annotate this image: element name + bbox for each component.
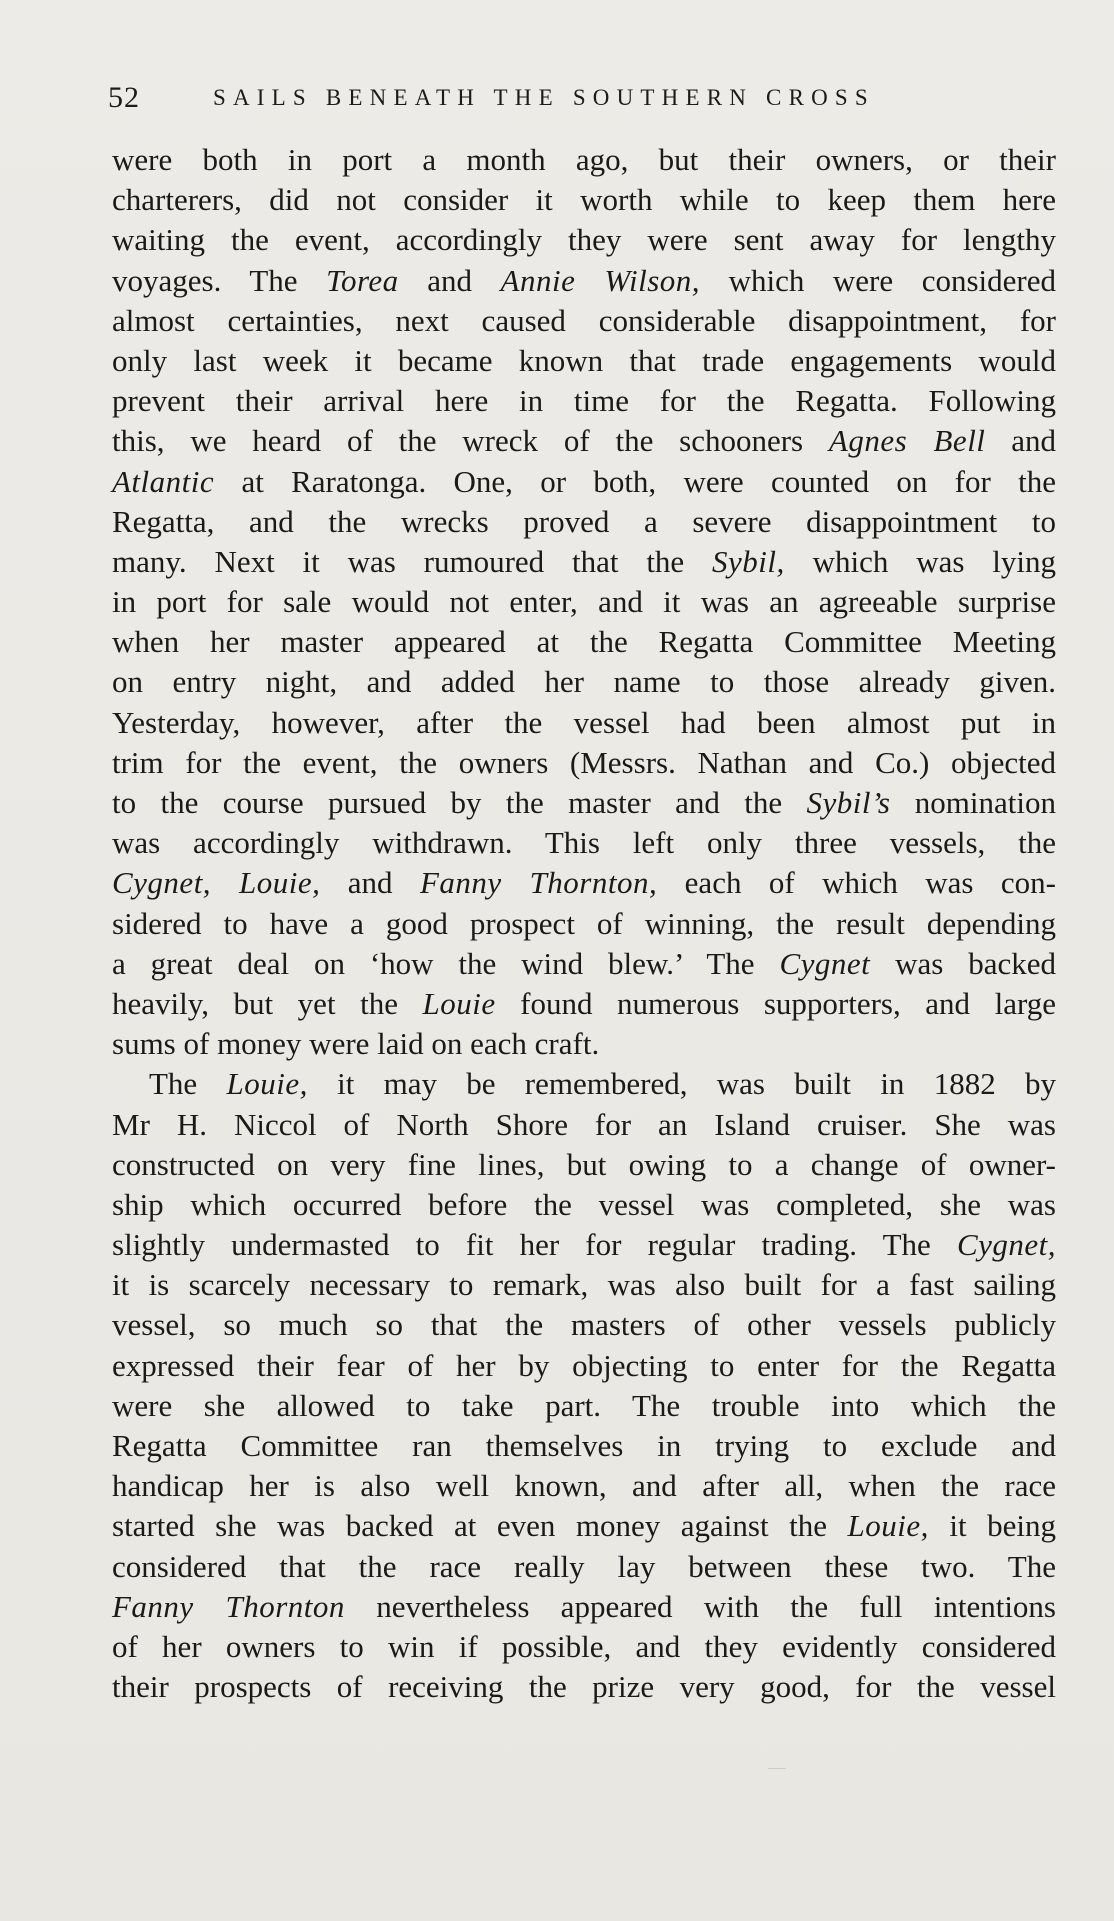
- italic-text: Cygnet,: [956, 1227, 1056, 1263]
- text-line: [112, 1225, 1056, 1265]
- italic-text: Louie: [422, 985, 496, 1021]
- text-line: [112, 582, 1056, 622]
- italic-text: Sybil’s: [806, 785, 891, 820]
- text-line: [112, 703, 1056, 743]
- text-segment: heavily, but yet the: [112, 985, 423, 1021]
- text-segment: Regatta Committee ran themselves in trying to exclude and: [112, 1428, 1056, 1463]
- text-segment: vessel, so much so that the masters of other vessels publicly: [112, 1307, 1056, 1343]
- text-segment: and: [320, 865, 420, 901]
- text-segment: which was lying: [784, 543, 1056, 579]
- text-segment: constructed on very fine lines, but owing to a change of owner-: [112, 1146, 1056, 1182]
- text-segment: on entry night, and added her name to those already given.: [112, 664, 1056, 700]
- text-line: [112, 1105, 1056, 1145]
- text-segment: this, we heard of the wreck of the schooners: [112, 423, 829, 459]
- text-line: [112, 1426, 1056, 1466]
- text-line: [112, 381, 1056, 421]
- text-segment: started she was backed at even money against the: [112, 1508, 848, 1544]
- text-segment: was backed: [870, 945, 1056, 981]
- text-segment: sums of money were laid on each craft.: [112, 1026, 600, 1062]
- text-line: [112, 1185, 1056, 1225]
- text-segment: charterers, did not consider it worth while to keep them here: [112, 182, 1056, 218]
- text-line: [112, 1506, 1056, 1546]
- text-line: [112, 783, 1056, 823]
- text-line: [112, 140, 1056, 180]
- italic-text: Fanny Thornton,: [419, 865, 658, 901]
- italic-text: Torea: [326, 262, 399, 298]
- text-line: [112, 1145, 1056, 1185]
- text-line: [112, 1346, 1056, 1386]
- text-line: [112, 1627, 1056, 1667]
- text-line: [112, 180, 1056, 220]
- text-segment: it is scarcely necessary to remark, was also built for a fast sailing: [112, 1267, 1056, 1303]
- text-segment: Yesterday, however, after the vessel had been almost put in: [112, 704, 1056, 740]
- text-segment: Mr H. Niccol of North Shore for an Island cruiser. She was: [112, 1106, 1056, 1142]
- text-segment: only last week it became known that trade engagements would: [112, 342, 1056, 378]
- text-segment: slightly undermasted to fit her for regular trading. The: [112, 1227, 957, 1263]
- italic-text: Louie,: [226, 1066, 308, 1102]
- text-line: [112, 1587, 1056, 1627]
- text-line: [112, 1466, 1056, 1506]
- text-segment: a great deal on ‘how the wind blew.’ The: [112, 945, 780, 981]
- text-line: [112, 984, 1056, 1024]
- text-segment: considered that the race really lay between these two. The: [112, 1548, 1056, 1584]
- text-segment: it being: [928, 1508, 1056, 1544]
- text-segment: it may be remembered, was built in 1882 by: [307, 1066, 1056, 1102]
- text-line: [112, 863, 1056, 903]
- text-segment: in port for sale would not enter, and it was an agreeable surprise: [112, 584, 1056, 620]
- text-line: [112, 1547, 1056, 1587]
- text-line: [112, 301, 1056, 341]
- text-line: [112, 904, 1056, 944]
- text-segment: trim for the event, the owners (Messrs. Nathan and Co.) objected: [112, 744, 1056, 780]
- text-segment: were she allowed to take part. The trouble into which the: [112, 1387, 1056, 1423]
- text-line: [112, 1265, 1056, 1305]
- text-segment: ship which occurred before the vessel was completed, she was: [112, 1186, 1056, 1222]
- text-line: [112, 261, 1056, 301]
- italic-text: Atlantic: [112, 463, 215, 499]
- text-line: [112, 421, 1056, 461]
- text-segment: almost certainties, next caused considerable disappointment, for: [112, 302, 1056, 338]
- text-segment: expressed their fear of her by objecting to enter for the Regatta: [112, 1347, 1056, 1383]
- page-mark: [768, 1768, 786, 1769]
- italic-text: Agnes Bell: [828, 423, 986, 459]
- italic-text: Cygnet: [779, 945, 871, 981]
- text-segment: found numerous supporters, and large: [495, 985, 1056, 1021]
- text-segment: prevent their arrival here in time for the Regatta. Following: [112, 383, 1056, 419]
- text-segment: many. Next it was rumoured that the: [112, 543, 713, 579]
- text-segment: was accordingly withdrawn. This left only three vessels, the: [112, 825, 1056, 861]
- text-line: [112, 662, 1056, 702]
- text-line: [112, 542, 1056, 582]
- text-line: [112, 622, 1056, 662]
- text-segment: each of which was con-: [657, 865, 1057, 901]
- running-head: SAILS BENEATH THE SOUTHERN CROSS: [213, 85, 875, 110]
- text-line: [112, 944, 1056, 984]
- text-segment: at Raratonga. One, or both, were counted on for the: [214, 463, 1056, 499]
- text-line: [112, 1024, 1056, 1064]
- text-segment: were both in port a month ago, but their owners, or their: [112, 142, 1056, 177]
- italic-text: Sybil,: [712, 543, 785, 579]
- text-segment: The: [149, 1066, 227, 1102]
- text-segment: to the course pursued by the master and the: [112, 785, 807, 820]
- text-segment: waiting the event, accordingly they were sent away for lengthy: [112, 222, 1056, 258]
- text-segment: which were considered: [700, 262, 1056, 298]
- italic-text: Fanny Thornton: [112, 1588, 345, 1624]
- body-text: [112, 140, 1056, 1707]
- text-segment: nevertheless appeared with the full intentions: [344, 1588, 1056, 1624]
- text-segment: handicap her is also well known, and after all, when the race: [112, 1468, 1056, 1504]
- italic-text: Cygnet, Louie,: [112, 865, 321, 901]
- text-line: [112, 823, 1056, 863]
- text-segment: when her master appeared at the Regatta Committee Meeting: [112, 624, 1056, 660]
- text-segment: and: [985, 423, 1056, 459]
- text-line: [112, 1386, 1056, 1426]
- text-segment: their prospects of receiving the prize very good, for the vessel: [112, 1669, 1056, 1705]
- text-line: [112, 502, 1056, 542]
- text-line: [112, 1305, 1056, 1345]
- text-line: [112, 1064, 1056, 1104]
- page-number: 52: [108, 81, 140, 114]
- text-segment: nomination: [890, 785, 1057, 820]
- text-line: [112, 341, 1056, 381]
- italic-text: Louie,: [847, 1508, 929, 1544]
- text-segment: of her owners to win if possible, and they evidently considered: [112, 1628, 1056, 1664]
- text-line: [112, 220, 1056, 260]
- text-line: [112, 743, 1056, 783]
- text-segment: sidered to have a good prospect of winning, the result depending: [112, 905, 1056, 941]
- italic-text: Annie Wilson,: [500, 262, 701, 298]
- text-line: [112, 1667, 1056, 1707]
- text-segment: and: [398, 262, 501, 298]
- text-segment: voyages. The: [112, 262, 327, 298]
- text-line: [112, 462, 1056, 502]
- page-header: [108, 78, 1008, 118]
- text-segment: Regatta, and the wrecks proved a severe disappointment to: [112, 503, 1056, 539]
